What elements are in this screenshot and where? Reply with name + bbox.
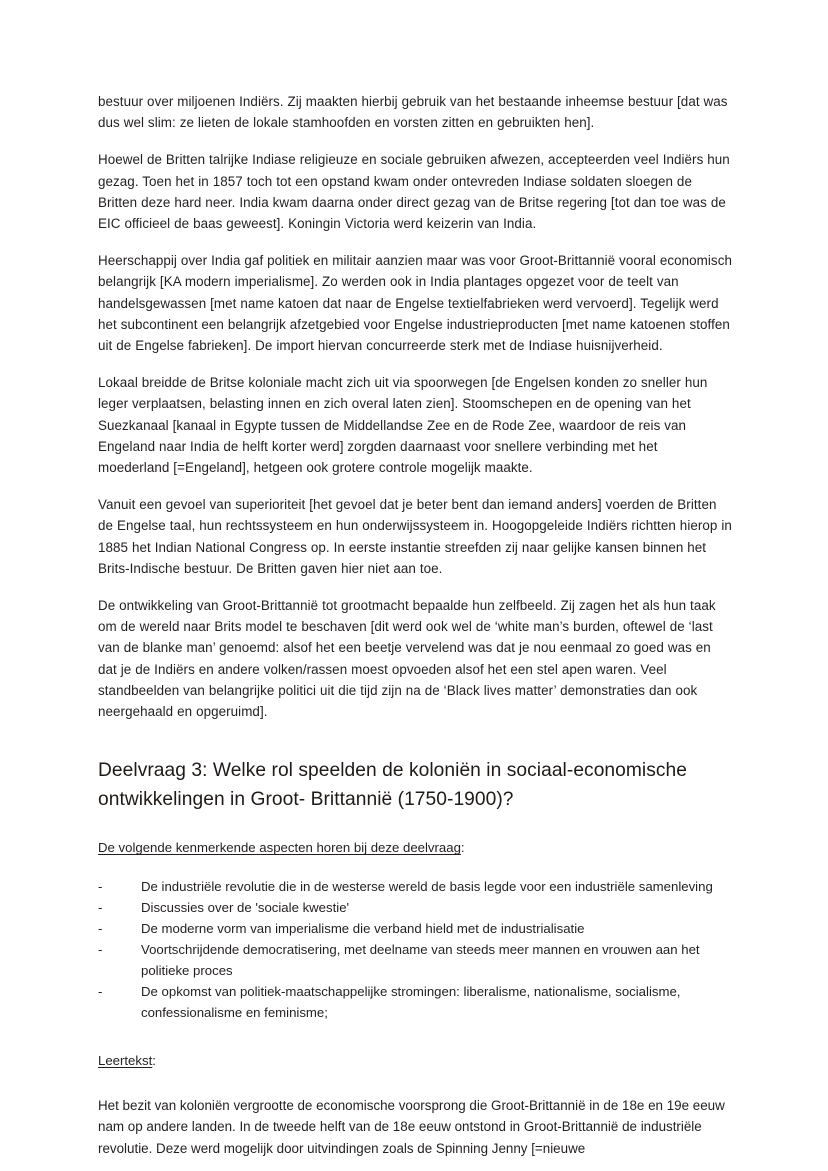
leertekst-label xyxy=(98,1051,732,1071)
document-content xyxy=(98,91,732,1159)
bullet-dash-icon: - xyxy=(98,879,103,895)
bullet-dash-icon: - xyxy=(98,984,103,1000)
bullet-dash-icon: - xyxy=(98,942,103,958)
paragraph-heerschappij-india: Heerschappij over India gaf politiek en militair aanzien maar was voor Groot-Brittannië vooral economisch belangrijk [KA modern imperialisme]. Zo werden ook in India plantages opgezet voor de teelt van handelsgewassen [met name katoen dat naar de Engelse textielfabrieken werd vervoerd]. Tegelijk werd het subcontinent een belangrijk afzetgebied voor Engelse industrieproducten [met name katoenen stoffen uit de Engelse fabrieken]. De import hiervan concurreerde sterk met de Indiase huisnijverheid. xyxy=(98,253,732,354)
list-item xyxy=(98,897,732,918)
page-title: Deelvraag 3: Welke rol speelden de koloniën in sociaal-economische ontwikkelingen in Groot- Brittannië (1750-1900)? xyxy=(98,760,688,811)
list-item xyxy=(98,918,732,939)
paragraph-spoorwegen-suezkanaal: Lokaal breidde de Britse koloniale macht zich uit via spoorwegen [de Engelsen konden zo sneller hun leger verplaatsen, belasting innen en zich overal laten zien]. Stoomschepen en de opening van het Suezkanaal [kanaal in Egypte tussen de Middellandse Zee en de Rode Zee, waardoor de reis van Engeland naar India de helft korter werd] zorgden daarnaast voor snellere verbinding met het moederland [=Engeland], hetgeen ook grotere controle mogelijk maakte. xyxy=(98,375,708,476)
list-item xyxy=(98,939,732,981)
heading-spacer xyxy=(98,738,732,756)
bullet-dash-icon: - xyxy=(98,921,103,937)
kenmerken-list xyxy=(98,876,732,1023)
paragraph-grootmacht-zelfbeeld: De ontwikkeling van Groot-Brittannië tot grootmacht bepaalde hun zelfbeeld. Zij zagen het als hun taak om de wereld naar Brits model te beschaven [dit werd ook wel de ‘white man’s burden, oftewel de ‘last van de blanke man’ genoemd: alsof het een beetje vervelend was dat je nou eenmaal zo goed was en dat je de Indiërs en andere volken/rassen moest opvoeden alsof het een stel apen waren. Veel standbeelden van belangrijke politici uit die tijd zijn na de ‘Black lives matter’ demonstraties dan ook neergehaald en opgeruimd]. xyxy=(98,598,716,720)
leertekst-label-underlined: Leertekst xyxy=(98,1053,153,1069)
bullet-dash-icon: - xyxy=(98,900,103,916)
list-item-label: De moderne vorm van imperialisme die verband hield met de industrialisatie xyxy=(141,921,585,937)
paragraph-bestuur-indiers: bestuur over miljoenen Indiërs. Zij maakten hierbij gebruik van het bestaande inheemse bestuur [dat was dus wel slim: ze lieten de lokale stamhoofden en vorsten zitten en gebruikten hen]. xyxy=(98,94,728,131)
kenmerken-intro xyxy=(98,838,732,858)
paragraph-opstand-1857: Hoewel de Britten talrijke Indiase religieuze en sociale gebruiken afwezen, accepteerden veel Indiërs hun gezag. Toen het in 1857 toch tot een opstand kwam onder ontevreden Indiase soldaten sloegen de Britten deze hard neer. India kwam daarna onder direct gezag van de Britse regering [tot dan toe was de EIC officieel de baas geweest]. Koningin Victoria werd keizerin van India. xyxy=(98,152,730,232)
list-item-label: De industriële revolutie die in de westerse wereld de basis legde voor een industriële samenleving xyxy=(141,879,713,895)
list-item-label: De opkomst van politiek-maatschappelijke stromingen: liberalisme, nationalisme, socialisme, confessionalisme en feminisme; xyxy=(141,984,681,1021)
list-item-label: Discussies over de 'sociale kwestie' xyxy=(141,900,350,916)
paragraph-superioriteit-congress: Vanuit een gevoel van superioriteit [het gevoel dat je beter bent dan iemand anders] voerden de Britten de Engelse taal, hun rechtssysteem en hun onderwijssysteem in. Hoogopgeleide Indiërs richtten hierop in 1885 het Indian National Congress op. In eerste instantie streefden zij naar gelijke kansen binnen het Brits-Indische bestuur. De Britten gaven hier niet aan toe. xyxy=(98,497,732,576)
paragraph-leertekst-kolonien: Het bezit van koloniën vergrootte de economische voorsprong die Groot-Brittannië in de 18e en 19e eeuw nam op andere landen. In de tweede helft van de 18e eeuw ontstond in Groot-Brittannië de industriële revolutie. Deze werd mogelijk door uitvindingen zoals de Spinning Jenny [=nieuwe xyxy=(98,1098,725,1156)
kenmerken-intro-suffix: : xyxy=(460,840,465,856)
list-item-label: Voortschrijdende democratisering, met deelname van steeds meer mannen en vrouwen aan het politieke proces xyxy=(141,942,700,979)
list-item xyxy=(98,876,732,897)
list-item xyxy=(98,981,732,1023)
leertekst-label-suffix: : xyxy=(152,1053,156,1069)
kenmerken-intro-underlined: De volgende kenmerkende aspecten horen bij deze deelvraag xyxy=(98,840,461,856)
